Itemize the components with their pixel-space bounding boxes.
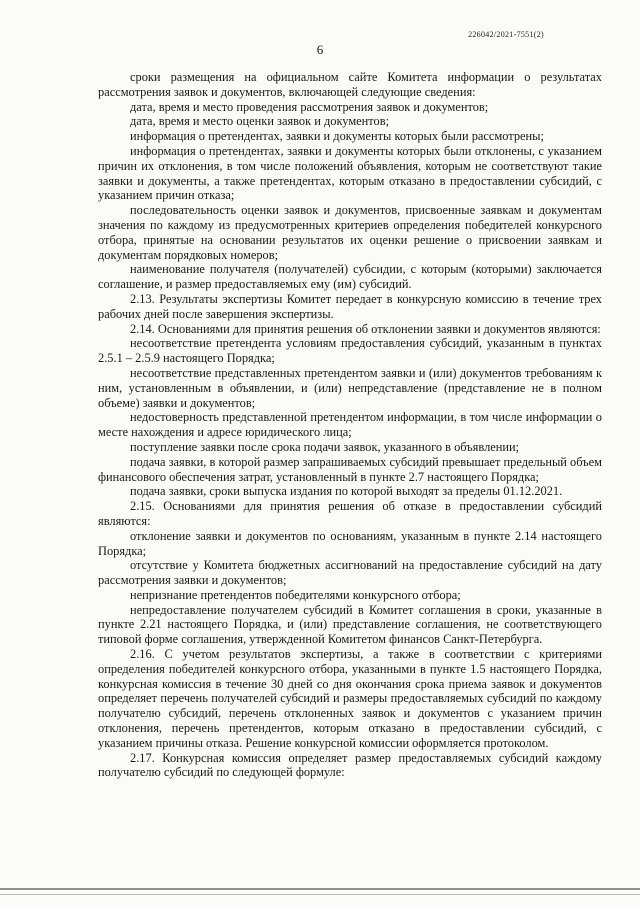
paragraph: подача заявки, в которой размер запрашиваемых субсидий превышает предельный объем финансового обеспечения затрат, установленный в пункте 2.7 настоящего Порядка; xyxy=(98,454,602,484)
paragraph: несоответствие представленных претендентом заявки и (или) документов требованиям к ним, установленным в объявлении, и (или) непредставление (представление не в полном объеме) заявки и документов; xyxy=(98,365,602,410)
paragraph: подача заявки, сроки выпуска издания по которой выходят за пределы 01.12.2021. xyxy=(130,484,563,499)
paragraph: поступление заявки после срока подачи заявок, указанного в объявлении; xyxy=(130,439,520,454)
paragraph: сроки размещения на официальном сайте Комитета информации о результатах рассмотрения заявок и документов, включающей следующие сведения: xyxy=(98,70,602,99)
paragraph: недостоверность представленной претендентом информации, в том числе информации о месте нахождения и адресе юридического лица; xyxy=(98,410,602,440)
paragraph: отсутствие у Комитета бюджетных ассигнований на предоставление субсидий на дату рассмотрения заявки и документов; xyxy=(98,558,602,588)
paragraph: наименование получателя (получателей) субсидии, с которым (которыми) заключается соглашение, и размер предоставляемых ему (им) субсидий. xyxy=(98,262,602,292)
paragraph: информация о претендентах, заявки и документы которых были рассмотрены; xyxy=(130,129,544,144)
document-number: 226042/2021-7551(2) xyxy=(468,30,544,39)
paragraph: последовательность оценки заявок и документов, присвоенные заявкам и документам значения по каждому из предусмотренных критериев определения победителей конкурсного отбора, принятые на основании результатов их оценки решение о присвоении заявкам и документам порядковых номеров; xyxy=(98,203,602,262)
paragraph: дата, время и место проведения рассмотрения заявок и документов; xyxy=(130,99,489,114)
paragraph: дата, время и место оценки заявок и документов; xyxy=(130,114,390,129)
page-number: 6 xyxy=(316,42,324,57)
clause-2-17: 2.17. Конкурсная комиссия определяет размер предоставляемых субсидий каждому получателю субсидий по следующей формуле: xyxy=(98,750,602,780)
clause-2-14: 2.14. Основаниями для принятия решения об отклонении заявки и документов являются: xyxy=(130,321,601,336)
paragraph: непризнание претендентов победителями конкурсного отбора; xyxy=(130,587,461,602)
scan-artifact-line xyxy=(0,894,640,895)
paragraph: информация о претендентах, заявки и документы которых были отклонены, с указанием причин их отклонения, в том числе положений объявления, которым не соответствуют такие заявки и документы, а также претендентах, которым отказано в предоставлении субсидий, с указанием причин отказа; xyxy=(98,143,602,203)
clause-2-16: 2.16. С учетом результатов экспертизы, а также в соответствии с критериями определения победителей конкурсного отбора, указанными в пункте 1.5 настоящего Порядка, конкурсная комиссия в течение 30 дней со дня окончания срока приема заявок и документов определяет перечень получателей субсидий и размеры предоставляемых субсидий по каждому получателю субсидий, перечень отклоненных заявок и документов с указанием причин отклонения, перечень претендентов, которым отказано в предоставлении субсидий, с указанием причины отказа. Решение конкурсной комиссии оформляется протоколом. xyxy=(98,647,602,750)
scan-artifact-line xyxy=(0,888,640,890)
paragraph: отклонение заявки и документов по основаниям, указанным в пункте 2.14 настоящего Порядка; xyxy=(98,528,602,558)
clause-2-13: 2.13. Результаты экспертизы Комитет передает в конкурсную комиссию в течение трех рабочих дней после завершения экспертизы. xyxy=(98,291,602,321)
paragraph: несоответствие претендента условиям предоставления субсидий, указанным в пунктах 2.5.1 – 2.5.9 настоящего Порядка; xyxy=(98,336,602,366)
clause-2-15: 2.15. Основаниями для принятия решения об отказе в предоставлении субсидий являются: xyxy=(98,499,602,528)
paragraph: непредоставление получателем субсидий в Комитет соглашения в сроки, указанные в пункте 2.21 настоящего Порядка, и (или) представление соглашения, не соответствующего типовой форме соглашения, утвержденной Комитетом финансов Санкт-Петербурга. xyxy=(98,602,602,647)
document-body xyxy=(98,70,602,780)
